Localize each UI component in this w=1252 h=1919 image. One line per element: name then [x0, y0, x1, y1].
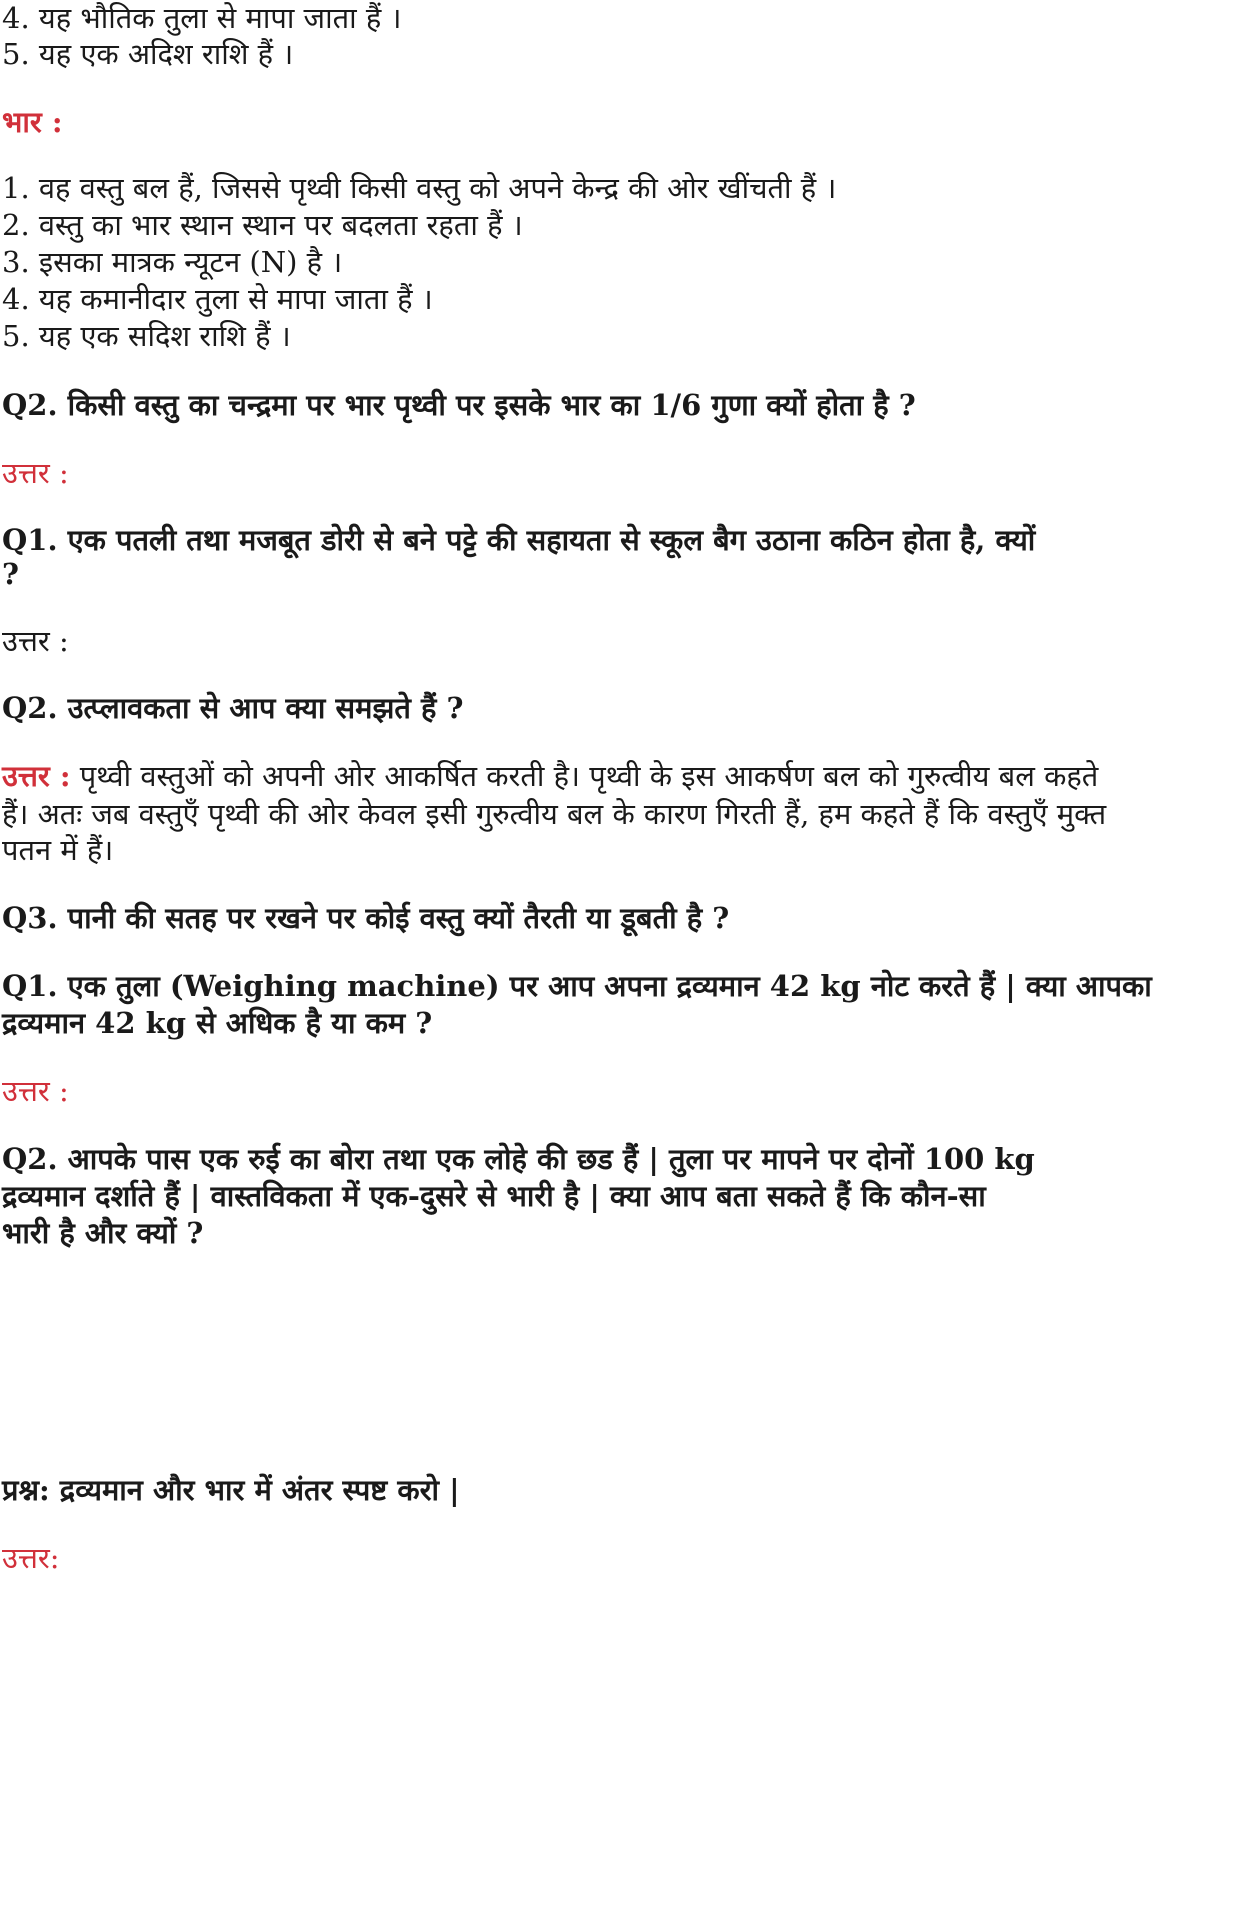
question-school-bag: Q1. एक पतली तथा मजबूत डोरी से बने पट्टे की सहायता से स्कूल बैग उठाना कठिन होता है, क्यों [2, 523, 1036, 557]
mass-point-5: 5. यह एक अदिश राशि हैं । [2, 37, 294, 71]
weight-point-3: 3. इसका मात्रक न्यूटन (N) है । [2, 245, 343, 279]
mass-point-4: 4. यह भौतिक तुला से मापा जाता हैं । [2, 1, 402, 35]
answer-free-fall-text: पृथ्वी वस्तुओं को अपनी ओर आकर्षित करती है। पृथ्वी के इस आकर्षण बल को गुरुत्वीय बल कहते [70, 759, 1099, 793]
question-float-sink: Q3. पानी की सतह पर रखने पर कोई वस्तु क्यों तैरती या डूबती है ? [2, 901, 730, 935]
question-buoyancy: Q2. उत्प्लावकता से आप क्या समझते हैं ? [2, 691, 464, 725]
question-cotton-iron: Q2. आपके पास एक रुई का बोरा तथा एक लोहे की छड हैं | तुला पर मापने पर दोनों 100 kg [2, 1142, 1035, 1176]
answer-label: उत्तर : [2, 759, 71, 793]
answer-label: उत्तर : [2, 1074, 69, 1108]
answer-label: उत्तर : [2, 456, 69, 490]
question-cotton-iron-cont2: भारी है और क्यों ? [2, 1216, 204, 1250]
weight-point-4: 4. यह कमानीदार तुला से मापा जाता हैं । [2, 282, 433, 316]
question-weighing-machine-cont: द्रव्यमान 42 kg से अधिक है या कम ? [2, 1006, 433, 1040]
weight-point-2: 2. वस्तु का भार स्थान स्थान पर बदलता रहता हैं । [2, 208, 523, 242]
answer-free-fall-line1 [2, 758, 1098, 794]
question-cotton-iron-cont1: द्रव्यमान दर्शाते हैं | वास्तविकता में एक-दुसरे से भारी है | क्या आप बता सकते हैं कि कौन-सा [2, 1179, 986, 1213]
answer-label: उत्तर: [2, 1541, 60, 1575]
weight-heading: भार : [2, 105, 63, 139]
question-moon-weight: Q2. किसी वस्तु का चन्द्रमा पर भार पृथ्वी पर इसके भार का 1/6 गुणा क्यों होता है ? [2, 388, 916, 422]
weight-point-5: 5. यह एक सदिश राशि हैं । [2, 319, 291, 353]
question-school-bag-cont: ? [2, 557, 19, 591]
answer-free-fall-line3: पतन में हैं। [2, 833, 114, 867]
question-weighing-machine: Q1. एक तुला (Weighing machine) पर आप अपना द्रव्यमान 42 kg नोट करते हैं | क्या आपका [2, 969, 1152, 1003]
question-mass-vs-weight: प्रश्न: द्रव्यमान और भार में अंतर स्पष्ट करो | [2, 1473, 460, 1507]
weight-point-1: 1. वह वस्तु बल हैं, जिससे पृथ्वी किसी वस्तु को अपने केन्द्र की ओर खींचती हैं । [2, 171, 837, 205]
answer-free-fall-line2: हैं। अतः जब वस्तुएँ पृथ्वी की ओर केवल इसी गुरुत्वीय बल के कारण गिरती हैं, हम कहते हैं कि वस्तुएँ मुक्त [2, 797, 1107, 831]
answer-label: उत्तर : [2, 624, 69, 658]
